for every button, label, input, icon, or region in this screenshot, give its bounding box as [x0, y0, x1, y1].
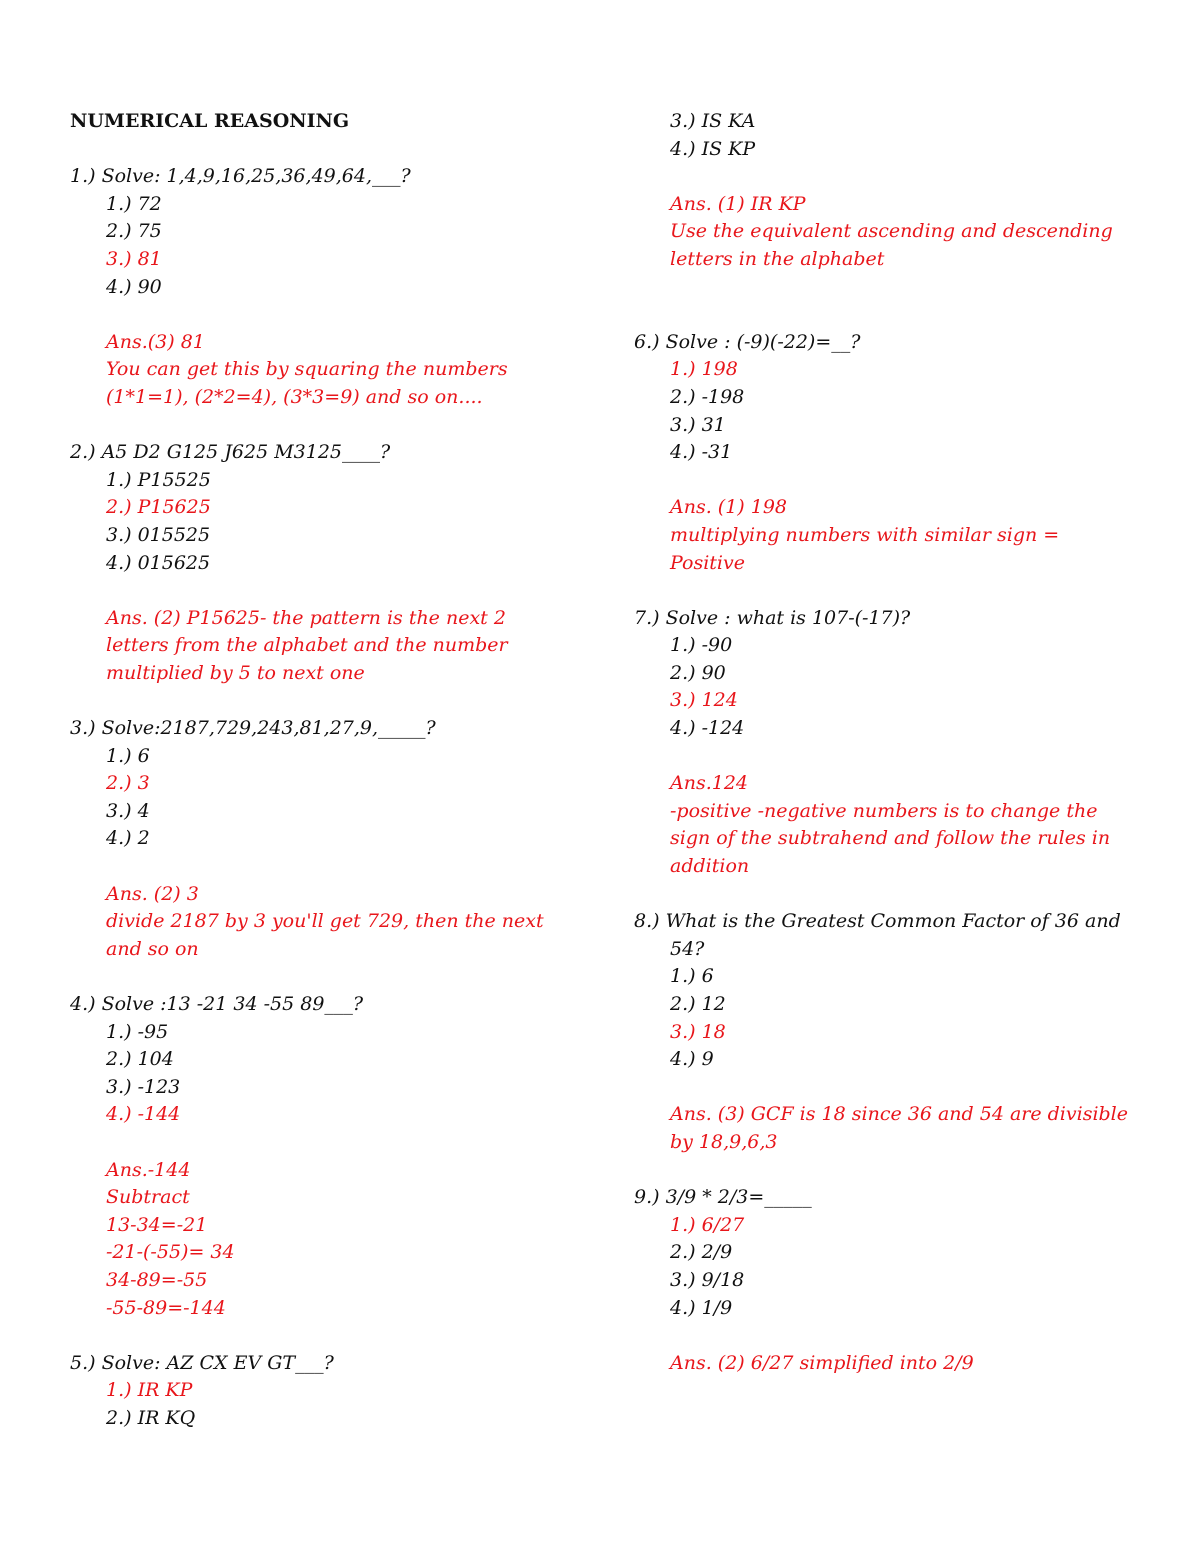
option: 1.) 72 [106, 192, 162, 215]
option: 4.) 2 [106, 827, 150, 850]
question-5-continued [634, 108, 1154, 329]
answer-line: -21-(-55)= 34 [106, 1241, 235, 1264]
option: 4.) 1/9 [670, 1296, 733, 1319]
question-2 [70, 439, 570, 715]
option: 2.) -198 [670, 385, 745, 408]
option: 3.) 31 [670, 413, 726, 436]
answer-line: 13-34=-21 [106, 1213, 208, 1236]
option: 3.) 9/18 [670, 1268, 745, 1291]
answer-line: (1*1=1), (2*2=4), (3*3=9) and so on.... [106, 385, 483, 408]
option-correct: 1.) 198 [670, 358, 738, 381]
option: 2.) 75 [106, 220, 162, 243]
answer-line: multiplying numbers with similar sign = [670, 523, 1060, 546]
answer-line: letters in the alphabet [670, 247, 885, 270]
option-correct: 3.) 124 [670, 689, 738, 712]
answer-line: addition [670, 855, 750, 878]
answer-line: Ans. (2) 3 [106, 882, 199, 905]
question-stem: 1.) Solve: 1,4,9,16,25,36,49,64,___? [70, 165, 411, 188]
option: 4.) 9 [670, 1048, 714, 1071]
question-7 [634, 605, 1154, 909]
right-column [634, 108, 1154, 1377]
option-correct: 1.) IR KP [106, 1379, 193, 1402]
answer-line: 34-89=-55 [106, 1268, 208, 1291]
option: 3.) IS KA [670, 110, 756, 132]
option: 4.) IS KP [670, 137, 756, 160]
option-correct: 3.) 81 [106, 247, 162, 270]
option: 3.) -123 [106, 1075, 181, 1098]
option-correct: 2.) 3 [106, 772, 150, 795]
answer-line: multiplied by 5 to next one [106, 661, 365, 684]
answer-line: by 18,9,6,3 [670, 1130, 778, 1153]
answer-line: -positive -negative numbers is to change the [670, 799, 1098, 822]
answer-line: Ans. (3) GCF is 18 since 36 and 54 are divisible [670, 1103, 1129, 1126]
question-stem: 7.) Solve : what is 107-(-17)? [634, 606, 911, 629]
question-stem: 5.) Solve: AZ CX EV GT___? [70, 1351, 334, 1374]
option: 4.) -124 [670, 717, 745, 740]
option-correct: 1.) 6/27 [670, 1213, 745, 1236]
option: 2.) 2/9 [670, 1241, 733, 1264]
option: 1.) -90 [670, 634, 733, 657]
question-8 [634, 908, 1154, 1184]
option-correct: 4.) -144 [106, 1103, 181, 1126]
option: 2.) 90 [670, 661, 726, 684]
question-6 [634, 329, 1154, 605]
answer-line: Ans. (2) P15625- the pattern is the next 2 [106, 606, 506, 629]
answer-line: -55-89=-144 [106, 1296, 226, 1319]
question-stem: 2.) A5 D2 G125 J625 M3125____? [70, 441, 391, 464]
question-4 [70, 991, 570, 1350]
answer-line: Use the equivalent ascending and descending [670, 220, 1113, 243]
option-correct: 2.) P15625 [106, 496, 211, 519]
option: 3.) 015525 [106, 523, 211, 546]
option: 4.) -31 [670, 441, 733, 464]
page-title: NUMERICAL REASONING [70, 110, 350, 132]
question-stem: 8.) What is the Greatest Common Factor of 36 and [634, 910, 1121, 933]
option: 2.) 104 [106, 1048, 174, 1071]
option: 1.) -95 [106, 1020, 169, 1043]
option: 1.) 6 [106, 744, 150, 767]
option: 2.) 12 [670, 993, 726, 1015]
question-stem: 3.) Solve:2187,729,243,81,27,9,_____? [70, 717, 436, 740]
answer-line: Positive [670, 551, 745, 574]
option: 4.) 015625 [106, 551, 211, 574]
answer-line: Ans. (2) 6/27 simplified into 2/9 [670, 1351, 974, 1374]
answer-line: Subtract [106, 1186, 190, 1209]
question-stem: 6.) Solve : (-9)(-22)=__? [634, 330, 861, 353]
answer-line: Ans. (1) 198 [670, 496, 788, 519]
answer-line: Ans. (1) IR KP [670, 192, 806, 215]
question-9 [634, 1184, 1154, 1377]
answer-line: Ans.(3) 81 [106, 330, 205, 353]
question-3 [70, 715, 570, 991]
question-stem: 4.) Solve :13 -21 34 -55 89___? [70, 993, 364, 1015]
option: 2.) IR KQ [106, 1406, 196, 1429]
answer-line: and so on [106, 937, 199, 960]
question-1 [70, 163, 570, 439]
option-correct: 3.) 18 [670, 1020, 726, 1043]
option: 4.) 90 [106, 275, 162, 298]
question-stem: 9.) 3/9 * 2/3=_____ [634, 1186, 812, 1209]
answer-line: You can get this by squaring the numbers [106, 358, 508, 381]
question-5 [70, 1350, 570, 1433]
option: 3.) 4 [106, 799, 150, 822]
left-column [70, 108, 570, 1433]
question-stem-cont: 54? [670, 937, 705, 960]
answer-line: Ans.124 [670, 772, 749, 795]
answer-line: divide 2187 by 3 you'll get 729, then the next [106, 910, 544, 933]
answer-line: Ans.-144 [106, 1158, 191, 1181]
answer-line: sign of the subtrahend and follow the rules in [670, 827, 1111, 850]
option: 1.) P15525 [106, 468, 211, 491]
option: 1.) 6 [670, 965, 714, 988]
answer-line: letters from the alphabet and the number [106, 634, 508, 657]
